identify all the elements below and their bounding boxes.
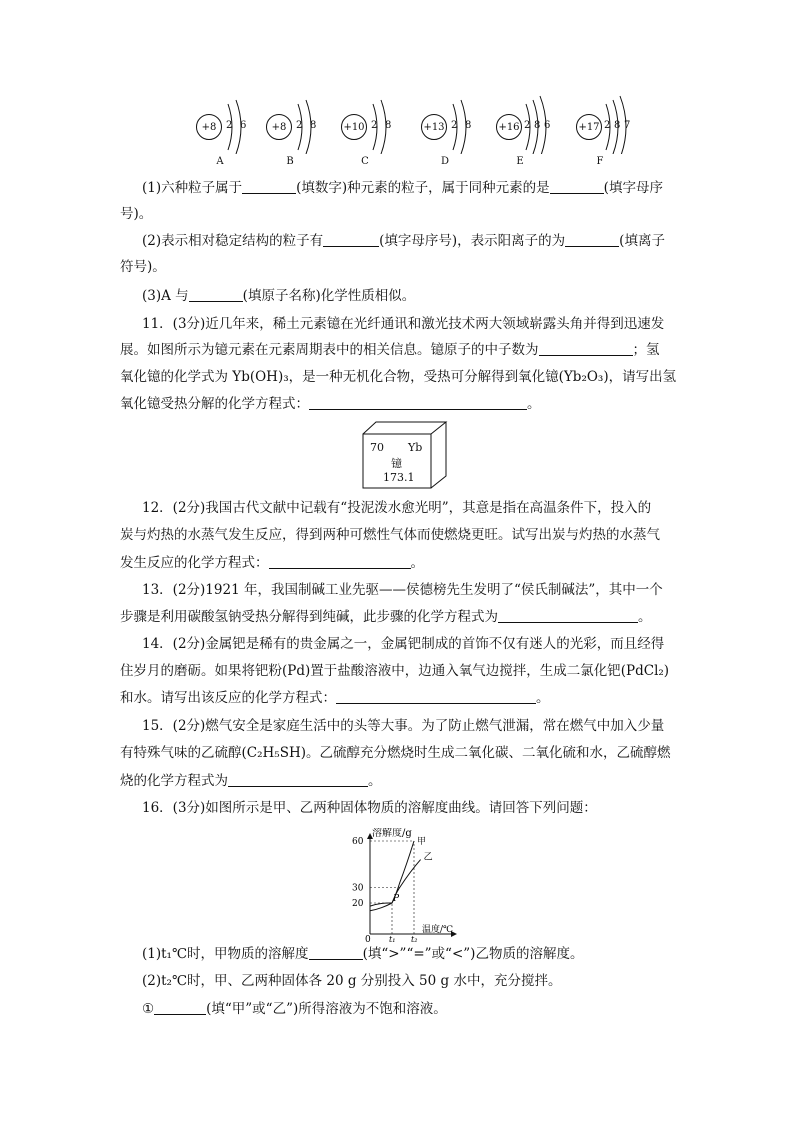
text: (3)A 与	[142, 288, 189, 304]
answer-blank[interactable]	[309, 397, 527, 410]
electron-shells	[415, 94, 485, 154]
electron-count: 7	[624, 120, 631, 131]
q12-line2: 炭与灼热的水蒸气发生反应，得到两种可燃性气体而使燃烧更旺。试写出炭与灼热的水蒸气	[120, 527, 660, 543]
solubility-chart-svg	[340, 828, 460, 943]
series-label: 甲	[417, 837, 427, 847]
q16-part1	[142, 946, 583, 962]
q14-line2: 住岁月的磨砺。如果将钯粉(Pd)置于盐酸溶液中，边通入氧气边搅拌，生成二氯化钯(PdCl₂)	[120, 663, 670, 679]
text: (1)t₁℃时，甲物质的溶解度	[142, 946, 309, 962]
q10-part3	[142, 288, 415, 304]
electron-count: 8	[614, 120, 621, 131]
q10-part1-line2: 号)。	[120, 206, 153, 222]
text: 烧的化学方程式为	[120, 773, 228, 789]
q14-line3	[120, 690, 550, 706]
text: 氧化镱受热分解的化学方程式：	[120, 396, 309, 412]
electron-count: 8	[534, 120, 541, 131]
y-tick-label: 60	[352, 837, 364, 847]
electron-count: 2	[296, 120, 303, 131]
text: 。	[410, 555, 424, 571]
q15-line2: 有特殊气味的乙硫醇(C₂H₅SH)。乙硫醇充分燃烧时生成二氧化碳、二氧化硫和水，乙硫醇燃	[120, 745, 671, 761]
atom-diagram-f	[570, 94, 640, 172]
q15-line3	[120, 773, 382, 789]
electron-count: 6	[240, 120, 247, 131]
answer-blank[interactable]	[242, 181, 296, 194]
text: (填“>”“=”或“<”)乙物质的溶解度。	[362, 946, 584, 962]
atom-nucleus: +10	[341, 114, 367, 140]
q16-part3	[142, 1001, 447, 1017]
answer-blank[interactable]	[154, 1002, 206, 1015]
atomic-number: 70	[370, 441, 384, 454]
text: 步骤是利用碳酸氢钠受热分解得到纯碱，此步骤的化学方程式为	[120, 609, 498, 625]
electron-count: 8	[310, 120, 317, 131]
electron-shells	[190, 94, 260, 154]
answer-blank[interactable]	[539, 343, 633, 356]
answer-blank[interactable]	[323, 234, 379, 247]
element-name: 镱	[391, 457, 402, 470]
text: (1)六种粒子属于	[142, 180, 243, 196]
text: (填原子名称)化学性质相似。	[242, 288, 416, 304]
electron-count: 8	[385, 120, 392, 131]
answer-blank[interactable]	[498, 610, 638, 623]
q10-part2-line2: 符号)。	[120, 259, 166, 275]
text: ；氢	[632, 342, 660, 358]
answer-blank[interactable]	[269, 556, 411, 569]
text: (填“甲”或“乙”)所得溶液为不饱和溶液。	[206, 1001, 447, 1017]
series-label: 乙	[423, 852, 433, 863]
electron-count: 2	[451, 120, 458, 131]
electron-count: 2	[524, 120, 531, 131]
q11-line3: 氧化镱的化学式为 Yb(OH)₃，是一种无机化合物，受热可分解得到氧化镱(Yb₂O₃)，请写出氢	[120, 369, 677, 385]
q15-line1: 15．(2分)燃气安全是家庭生活中的头等大事。为了防止燃气泄漏，常在燃气中加入少量	[142, 718, 665, 734]
atom-label: A	[216, 156, 224, 167]
y-axis-label: 溶解度/g	[372, 828, 412, 839]
solubility-chart	[340, 828, 460, 943]
electron-shells	[335, 94, 405, 154]
text: (填离子	[619, 233, 665, 249]
q11-line2	[120, 342, 660, 358]
atom-structure-diagrams	[180, 94, 640, 172]
text: (2)表示相对稳定结构的粒子有	[142, 233, 324, 249]
answer-blank[interactable]	[309, 947, 363, 960]
atom-label: C	[361, 156, 369, 167]
atom-diagram-c	[335, 94, 405, 172]
electron-count: 6	[544, 120, 551, 131]
atom-nucleus: +16	[496, 114, 522, 140]
q16-part2: (2)t₂℃时，甲、乙两种固体各 20 g 分别投入 50 g 水中，充分搅拌。	[142, 973, 562, 989]
text: 展。如图所示为镱元素在元素周期表中的相关信息。镱原子的中子数为	[120, 342, 539, 358]
electron-shells	[260, 94, 330, 154]
answer-blank[interactable]	[565, 234, 619, 247]
atom-label: F	[596, 156, 604, 167]
q11-line4	[120, 396, 541, 412]
atom-label: B	[286, 156, 294, 167]
y-tick-label: 20	[352, 899, 364, 909]
atomic-mass: 173.1	[383, 471, 415, 484]
q12-line1: 12．(2分)我国古代文献中记载有“投泥泼水愈光明”，其意是指在高温条件下，投入的	[142, 500, 652, 516]
text: 。	[638, 609, 652, 625]
q12-line3	[120, 555, 424, 571]
answer-blank[interactable]	[550, 181, 604, 194]
text: 和水。请写出该反应的化学方程式：	[120, 690, 336, 706]
text: 。	[536, 690, 550, 706]
atom-nucleus: +13	[421, 114, 447, 140]
text: (填字母序号)，表示阳离子的为	[379, 233, 566, 249]
x-tick-label: t₁	[389, 935, 396, 943]
text: 。	[368, 773, 382, 789]
atom-diagram-a	[190, 94, 260, 172]
q10-part1-line1	[142, 180, 663, 196]
y-tick-label: 30	[352, 883, 364, 894]
text: (填数字)种元素的粒子，属于同种元素的是	[296, 180, 550, 196]
element-symbol: Yb	[408, 441, 423, 454]
periodic-table-cell	[362, 420, 448, 490]
text: ①	[142, 1001, 155, 1017]
electron-count: 2	[604, 120, 611, 131]
electron-count: 8	[465, 120, 472, 131]
atom-nucleus: +8	[266, 114, 292, 140]
answer-blank[interactable]	[336, 691, 536, 704]
q13-line1: 13．(2分)1921 年，我国制碱工业先驱——侯德榜先生发明了“侯氏制碱法”，其中一个	[142, 582, 663, 598]
answer-blank[interactable]	[228, 774, 368, 787]
q14-line1: 14．(2分)金属钯是稀有的贵金属之一，金属钯制成的首饰不仅有迷人的光彩，而且经得	[142, 636, 665, 652]
text: (填字母序	[603, 180, 663, 196]
atom-diagram-b	[260, 94, 330, 172]
atom-label: D	[440, 156, 450, 167]
text: 。	[527, 396, 541, 412]
origin-label: 0	[365, 935, 371, 943]
intersection-label: P	[393, 894, 400, 904]
x-axis-label: 温度/℃	[422, 925, 454, 935]
electron-count: 2	[226, 120, 233, 131]
atom-nucleus: +8	[196, 114, 222, 140]
atom-label: E	[516, 156, 524, 167]
atom-diagram-d	[415, 94, 485, 172]
electron-count: 2	[371, 120, 378, 131]
text: 发生反应的化学方程式：	[120, 555, 269, 571]
q11-line1: 11．(3分)近几年来，稀土元素镱在光纤通讯和激光技术两大领域崭露头角并得到迅速发	[142, 316, 665, 332]
q16-line1: 16．(3分)如图所示是甲、乙两种固体物质的溶解度曲线。请回答下列问题：	[142, 800, 597, 816]
answer-blank[interactable]	[189, 289, 243, 302]
atom-diagram-e	[490, 94, 560, 172]
atom-nucleus: +17	[576, 114, 602, 140]
q10-part2-line1	[142, 233, 665, 249]
q13-line2	[120, 609, 652, 625]
x-tick-label: t₂	[411, 935, 418, 943]
